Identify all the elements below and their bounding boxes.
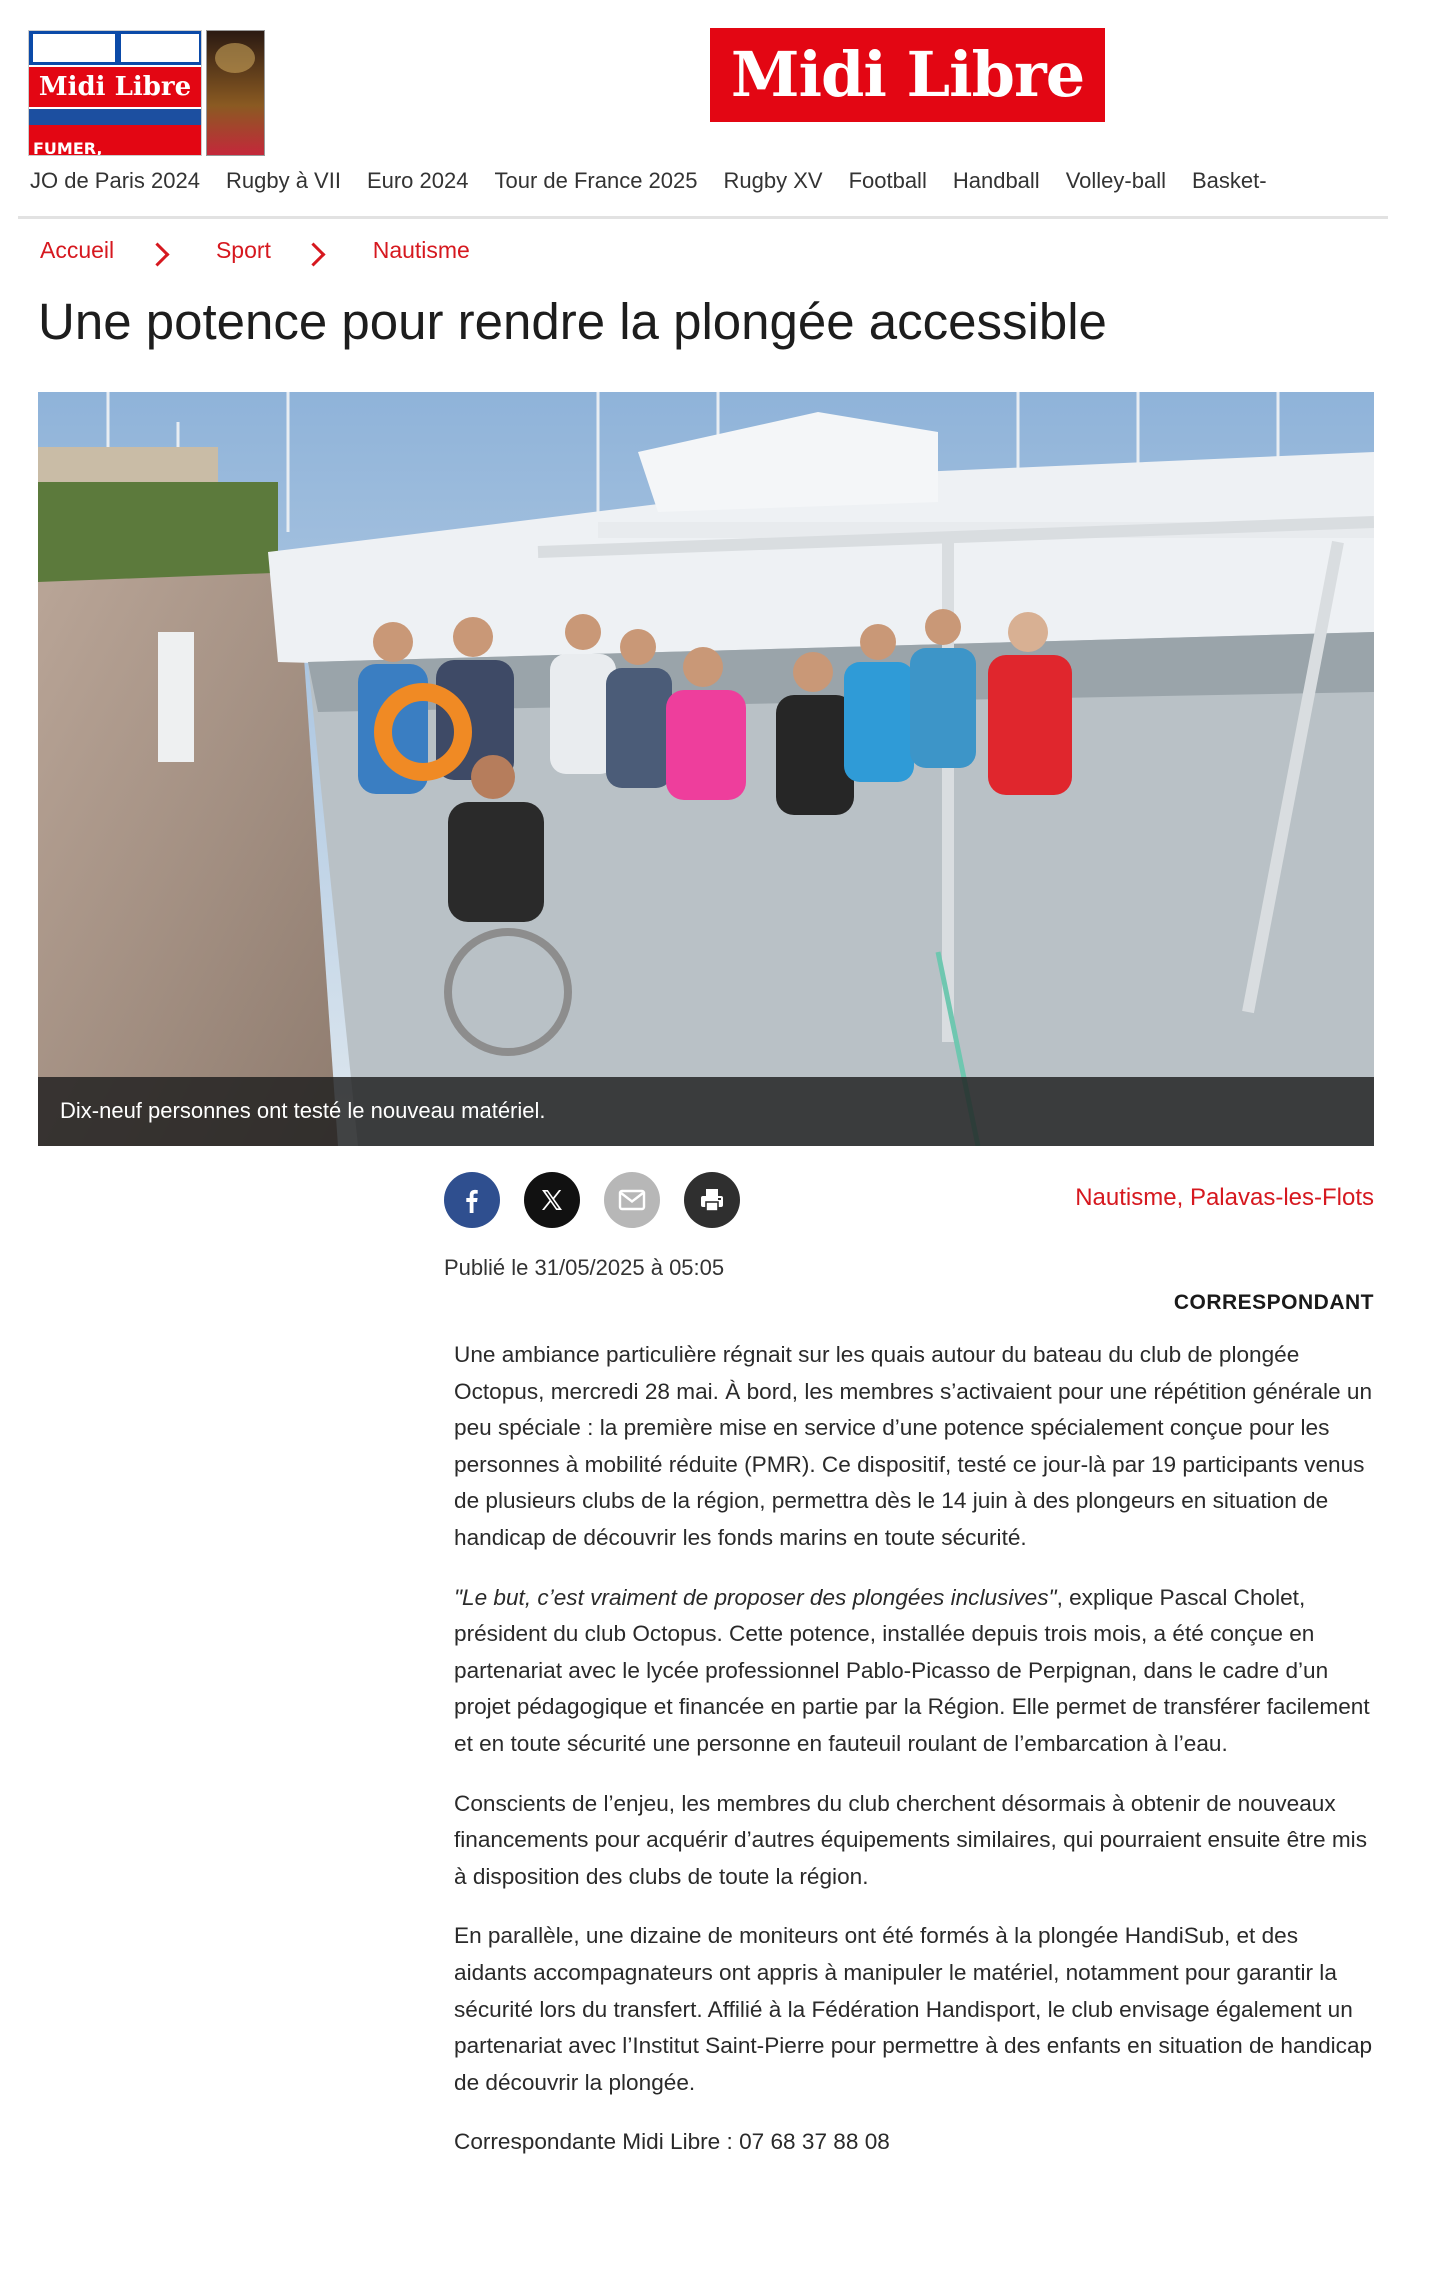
article-paragraph: En parallèle, une dizaine de moniteurs ont été formés à la plongée HandiSub, et des aidants accompagnateurs ont appris à manipuler le matériel, notamment pour garantir la sécurité lors du transfert. Affilié à la Fédération Handisport, le club envisage également un partenariat avec l’Institut Saint-Pierre pour permettre à des enfants en situation de handicap de découvrir la plongée. [454,1923,1373,2095]
share-x-button[interactable] [524,1172,580,1228]
nav-item[interactable]: Basket- [1191,168,1267,193]
article-author: CORRESPONDANT [1173,1291,1374,1314]
nav-item[interactable]: Euro 2024 [366,168,469,193]
nav-item[interactable]: Rugby XV [723,168,823,193]
nav-item[interactable]: Football [848,168,927,193]
article-tags [1075,1180,1374,1216]
nav-item[interactable]: Handball [952,168,1040,193]
quote-text: "Le but, c’est vraiment de proposer des plongées inclusives" [454,1584,1057,1610]
nav-item[interactable]: Rugby à VII [225,168,341,193]
tag-link-palavas[interactable]: Palavas-les-Flots [1189,1184,1374,1211]
nav-item[interactable]: Volley-ball [1065,168,1166,193]
topic-nav [18,158,1388,219]
article-paragraph [454,1580,1374,1763]
printer-icon [698,1186,726,1214]
x-icon [539,1187,565,1213]
paragraph-text: , explique Pascal Cholet, président du club Octopus. Cette potence, installée depuis trois mois, a été conçue en partenariat avec le lycée professionnel Pablo-Picasso de Perpignan, dans le cadre d’un projet pédagogique et financée en partie par la Région. Elle permet de transférer facilement et en toute sécurité une personne en fauteuil roulant de l’embarcation à l’eau. [454,1584,1370,1756]
share-email-button[interactable] [604,1172,660,1228]
share-facebook-button[interactable] [444,1172,500,1228]
article-body [454,1337,1374,2184]
magazine-cover-thumb[interactable] [206,30,265,156]
breadcrumb-item-home[interactable]: Accueil [40,237,115,264]
breadcrumb-item-nautisme[interactable]: Nautisme [372,237,470,264]
print-button[interactable] [684,1172,740,1228]
thumb-headline: FUMER, [29,109,202,155]
published-date: Publié le 31/05/2025 à 05:05 [444,1255,725,1280]
mail-icon [618,1189,646,1211]
image-caption: Dix-neuf personnes ont testé le nouveau matériel. [60,1098,546,1123]
article-contact: Correspondante Midi Libre : 07 68 37 88 08 [454,2129,890,2155]
nav-item[interactable]: Tour de France 2025 [494,168,698,193]
page-title: Une potence pour rendre la plongée accessible [38,293,1107,350]
article-photo[interactable] [38,392,1374,1146]
site-logo[interactable]: Midi Libre [710,28,1105,122]
chevron-right-icon [302,243,326,267]
tag-link-nautisme[interactable]: Nautisme [1075,1184,1177,1211]
article-paragraph: Une ambiance particulière régnait sur les quais autour du bateau du club de plongée Octopus, mercredi 28 mai. À bord, les membres s’activaient pour une répétition générale un peu spéciale : la première mise en service d’une potence spécialement conçue pour les personnes à mobilité réduite (PMR). Ce dispositif, testé ce jour-là par 19 participants venus de plusieurs clubs de la région, permettra dès le 14 juin à des plongeurs en situation de handicap de découvrir les fonds marins en toute sécurité. [454,1342,1373,1550]
newspaper-edition-thumbnails[interactable] [28,30,263,155]
breadcrumb-item-sport[interactable]: Sport [215,237,271,264]
article-paragraph: Conscients de l’enjeu, les membres du club cherchent désormais à obtenir de nouveaux financements pour acquérir d’autres équipements similaires, qui pourraient ensuite être mis à disposition des clubs de toute la région. [454,1790,1367,1889]
chevron-right-icon [145,243,169,267]
tag-separator: , [1176,1184,1190,1211]
breadcrumb [40,236,470,268]
newspaper-front-page-thumb[interactable] [28,30,202,156]
thumb-masthead: Midi Libre [29,67,201,107]
facebook-icon [458,1186,486,1214]
nav-item[interactable]: JO de Paris 2024 [30,168,200,193]
photo-illustration [38,392,1374,1146]
